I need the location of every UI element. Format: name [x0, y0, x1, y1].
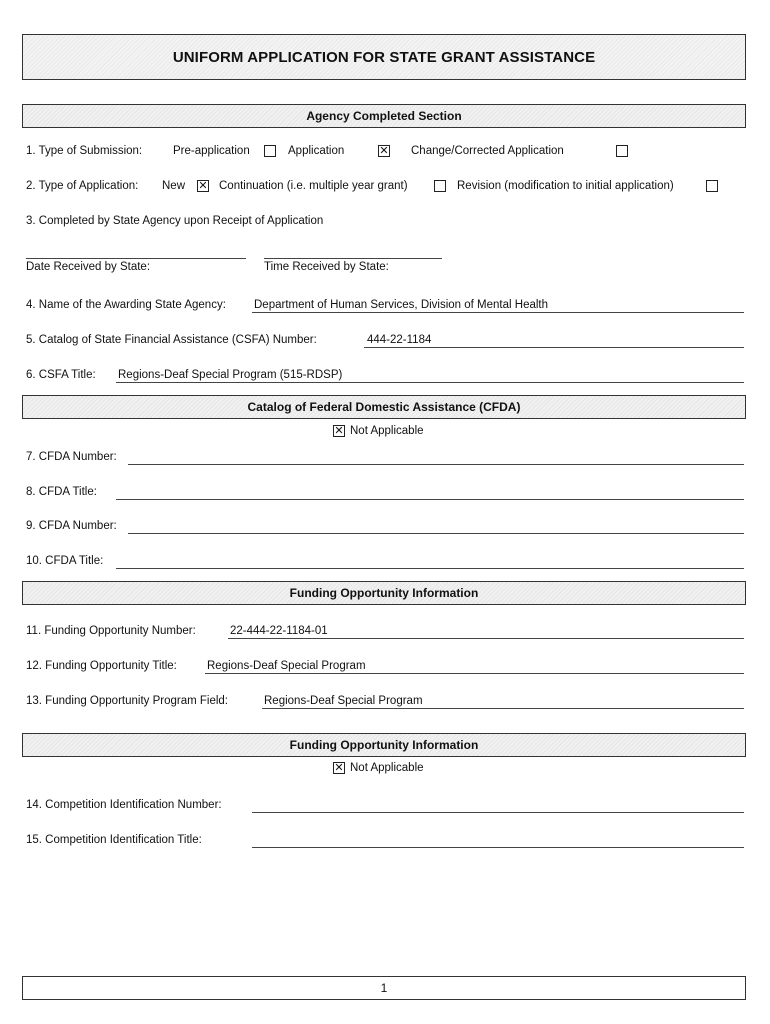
q7-label: 7. CFDA Number:	[26, 451, 117, 463]
q6-value: Regions-Deaf Special Program (515-RDSP)	[118, 369, 343, 381]
q1-option-preapplication-label: Pre-application	[173, 145, 250, 157]
date-received-field[interactable]	[26, 258, 246, 259]
q1-option-changed-label: Change/Corrected Application	[411, 145, 564, 157]
section-header-agency: Agency Completed Section	[22, 104, 746, 128]
q15-label: 15. Competition Identification Title:	[26, 834, 202, 846]
q12-value: Regions-Deaf Special Program	[207, 660, 366, 672]
q10-field-line[interactable]	[116, 568, 744, 569]
form-title: UNIFORM APPLICATION FOR STATE GRANT ASSISTANCE	[22, 34, 746, 80]
q2-option-continuation-label: Continuation (i.e. multiple year grant)	[219, 180, 408, 192]
q8-label: 8. CFDA Title:	[26, 486, 97, 498]
q13-label: 13. Funding Opportunity Program Field:	[26, 695, 228, 707]
time-received-field[interactable]	[264, 258, 442, 259]
q2-revision-checkbox[interactable]	[706, 180, 718, 192]
section-header-funding: Funding Opportunity Information	[22, 581, 746, 605]
q11-label: 11. Funding Opportunity Number:	[26, 625, 196, 637]
q6-label: 6. CSFA Title:	[26, 369, 96, 381]
q3-label: 3. Completed by State Agency upon Receipt of Application	[26, 215, 324, 227]
q2-new-checkbox[interactable]: ✕	[198, 179, 208, 192]
q13-value: Regions-Deaf Special Program	[264, 695, 423, 707]
competition-not-applicable-checkbox[interactable]: ✕	[334, 761, 344, 774]
q12-field-line[interactable]	[205, 673, 744, 674]
q1-application-checkbox[interactable]: ✕	[379, 144, 389, 157]
q15-field-line[interactable]	[252, 847, 744, 848]
q2-label: 2. Type of Application:	[26, 180, 139, 192]
q2-option-new-label: New	[162, 180, 186, 192]
q10-label: 10. CFDA Title:	[26, 555, 104, 567]
q11-field-line[interactable]	[228, 638, 744, 639]
q9-label: 9. CFDA Number:	[26, 520, 117, 532]
q1-changed-checkbox[interactable]	[616, 145, 628, 157]
q2-continuation-checkbox[interactable]	[434, 180, 446, 192]
q4-value: Department of Human Services, Division of Mental Health	[254, 299, 549, 311]
q5-label: 5. Catalog of State Financial Assistance (CSFA) Number:	[26, 334, 317, 346]
date-received-label: Date Received by State:	[26, 261, 151, 273]
q4-field-line[interactable]	[252, 312, 744, 313]
cfda-not-applicable-checkbox[interactable]: ✕	[334, 424, 344, 437]
q2-option-revision-label: Revision (modification to initial application)	[457, 180, 674, 192]
competition-not-applicable-label: Not Applicable	[350, 762, 424, 774]
q9-field-line[interactable]	[128, 533, 744, 534]
q1-label: 1. Type of Submission:	[26, 145, 143, 157]
section-header-cfda: Catalog of Federal Domestic Assistance (CFDA)	[22, 395, 746, 419]
cfda-not-applicable-label: Not Applicable	[350, 425, 424, 437]
time-received-label: Time Received by State:	[264, 261, 389, 273]
q1-preapplication-checkbox[interactable]	[264, 145, 276, 157]
q14-label: 14. Competition Identification Number:	[26, 799, 222, 811]
section-header-competition: Funding Opportunity Information	[22, 733, 746, 757]
q7-field-line[interactable]	[128, 464, 744, 465]
q4-label: 4. Name of the Awarding State Agency:	[26, 299, 226, 311]
q6-field-line[interactable]	[116, 382, 744, 383]
q12-label: 12. Funding Opportunity Title:	[26, 660, 177, 672]
q11-value: 22-444-22-1184-01	[230, 625, 328, 637]
q13-field-line[interactable]	[262, 708, 744, 709]
q5-value: 444-22-1184	[367, 334, 432, 346]
q5-field-line[interactable]	[364, 347, 744, 348]
q1-option-application-label: Application	[288, 145, 345, 157]
q8-field-line[interactable]	[116, 499, 744, 500]
page-number: 1	[22, 976, 746, 1000]
q14-field-line[interactable]	[252, 812, 744, 813]
